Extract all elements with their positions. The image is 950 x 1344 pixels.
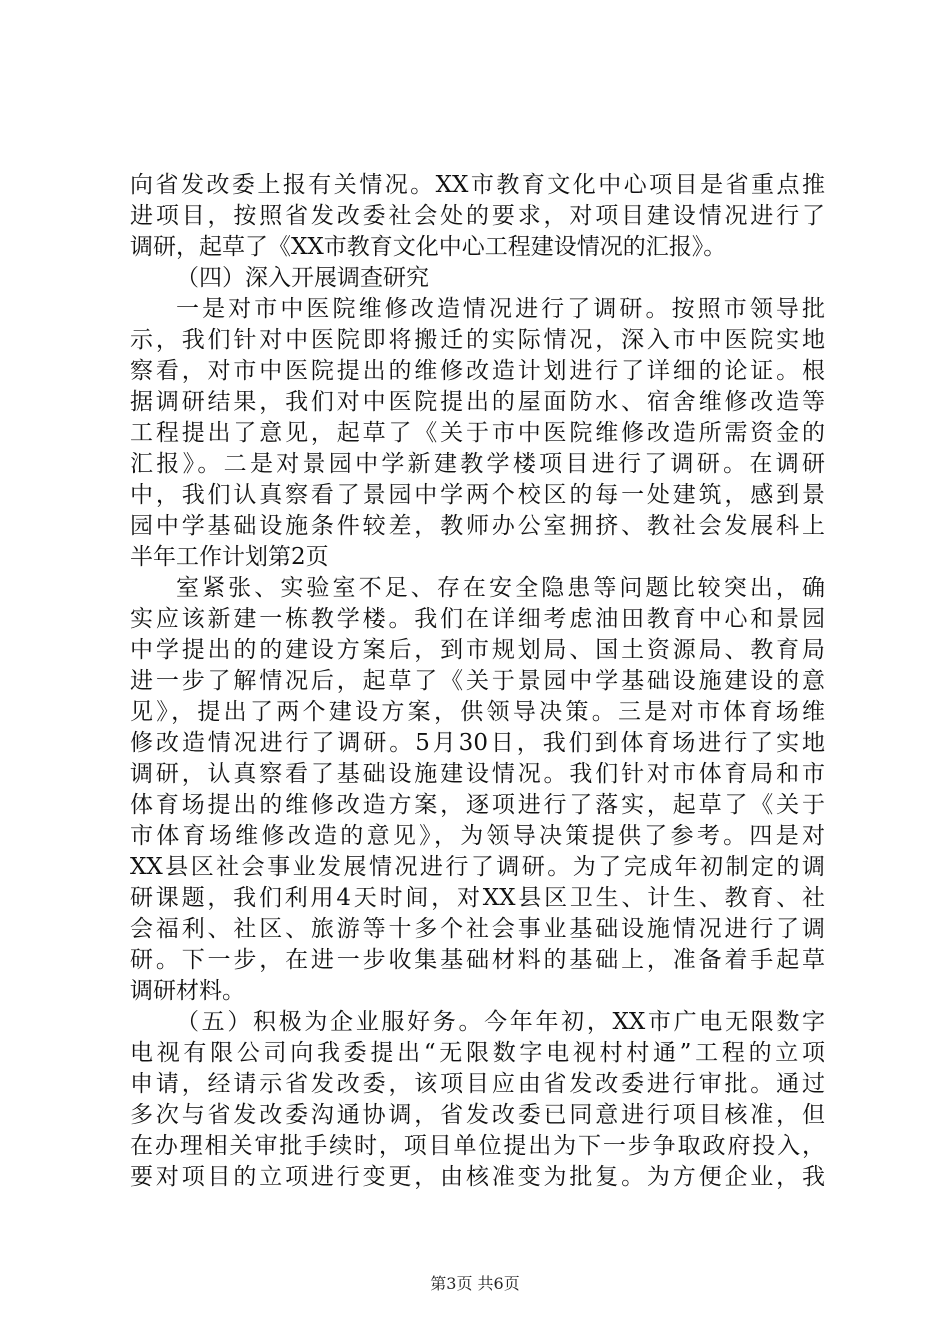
text-line: 申请，经请示省发改委，该项目应由省发改委进行审批。通过 [130, 1071, 825, 1097]
text-line: 中学提出的的建设方案后，到市规划局、国土资源局、教育局 [130, 637, 825, 663]
text-line: （五）积极为企业服好务。今年年初，XX市广电无限数字 [176, 1009, 825, 1035]
text-line: 示，我们针对中医院即将搬迁的实际情况，深入市中医院实地 [130, 327, 825, 353]
text-line: XX县区社会事业发展情况进行了调研。为了完成年初制定的调 [130, 854, 825, 880]
text-line: 研。下一步，在进一步收集基础材料的基础上，准备着手起草 [130, 947, 825, 973]
text-line: 调研，起草了《XX市教育文化中心工程建设情况的汇报》。 [130, 234, 727, 260]
text-line: 半年工作计划第2页 [130, 544, 329, 570]
text-line: 察看，对市中医院提出的维修改造计划进行了详细的论证。根 [130, 358, 825, 384]
text-line: 工程提出了意见，起草了《关于市中医院维修改造所需资金的 [130, 420, 825, 446]
text-line: 园中学基础设施条件较差，教师办公室拥挤、教社会发展科上 [130, 513, 825, 539]
text-line: 中，我们认真察看了景园中学两个校区的每一处建筑，感到景 [130, 482, 825, 508]
text-line: 电视有限公司向我委提出“无限数字电视村村通”工程的立项 [130, 1040, 825, 1066]
text-line: 体育场提出的维修改造方案，逐项进行了落实，起草了《关于 [130, 792, 825, 818]
text-line: 研课题，我们利用4天时间，对XX县区卫生、计生、教育、社 [130, 885, 825, 911]
text-line: 在办理相关审批手续时，项目单位提出为下一步争取政府投入， [130, 1133, 825, 1159]
text-line: 会福利、社区、旅游等十多个社会事业基础设施情况进行了调 [130, 916, 825, 942]
page-number: 第3页 共6页 [430, 1274, 520, 1293]
text-line: 要对项目的立项进行变更，由核准变为批复。为方便企业，我 [130, 1164, 825, 1190]
text-line: 市体育场维修改造的意见》，为领导决策提供了参考。四是对 [130, 823, 825, 849]
text-line: 修改造情况进行了调研。5月30日，我们到体育场进行了实地 [130, 730, 825, 756]
section-heading: （四）深入开展调查研究 [176, 265, 429, 291]
text-line: 实应该新建一栋教学楼。我们在详细考虑油田教育中心和景园 [130, 606, 825, 632]
text-line: 向省发改委上报有关情况。XX市教育文化中心项目是省重点推 [130, 172, 825, 198]
text-line: 见》，提出了两个建设方案，供领导决策。三是对市体育场维 [130, 699, 825, 725]
page-footer [0, 1273, 950, 1295]
text-line: 进一步了解情况后，起草了《关于景园中学基础设施建设的意 [130, 668, 825, 694]
text-line: 据调研结果，我们对中医院提出的屋面防水、宿舍维修改造等 [130, 389, 825, 415]
text-line: 多次与省发改委沟通协调，省发改委已同意进行项目核准，但 [130, 1102, 825, 1128]
text-line: 汇报》。二是对景园中学新建教学楼项目进行了调研。在调研 [130, 451, 825, 477]
text-line: 进项目，按照省发改委社会处的要求，对项目建设情况进行了 [130, 203, 825, 229]
text-line: 一是对市中医院维修改造情况进行了调研。按照市领导批 [176, 296, 825, 322]
text-line: 调研材料。 [130, 978, 245, 1004]
text-line: 室紧张、实验室不足、存在安全隐患等问题比较突出，确 [176, 575, 825, 601]
body-text [130, 170, 825, 1193]
text-line: 调研，认真察看了基础设施建设情况。我们针对市体育局和市 [130, 761, 825, 787]
